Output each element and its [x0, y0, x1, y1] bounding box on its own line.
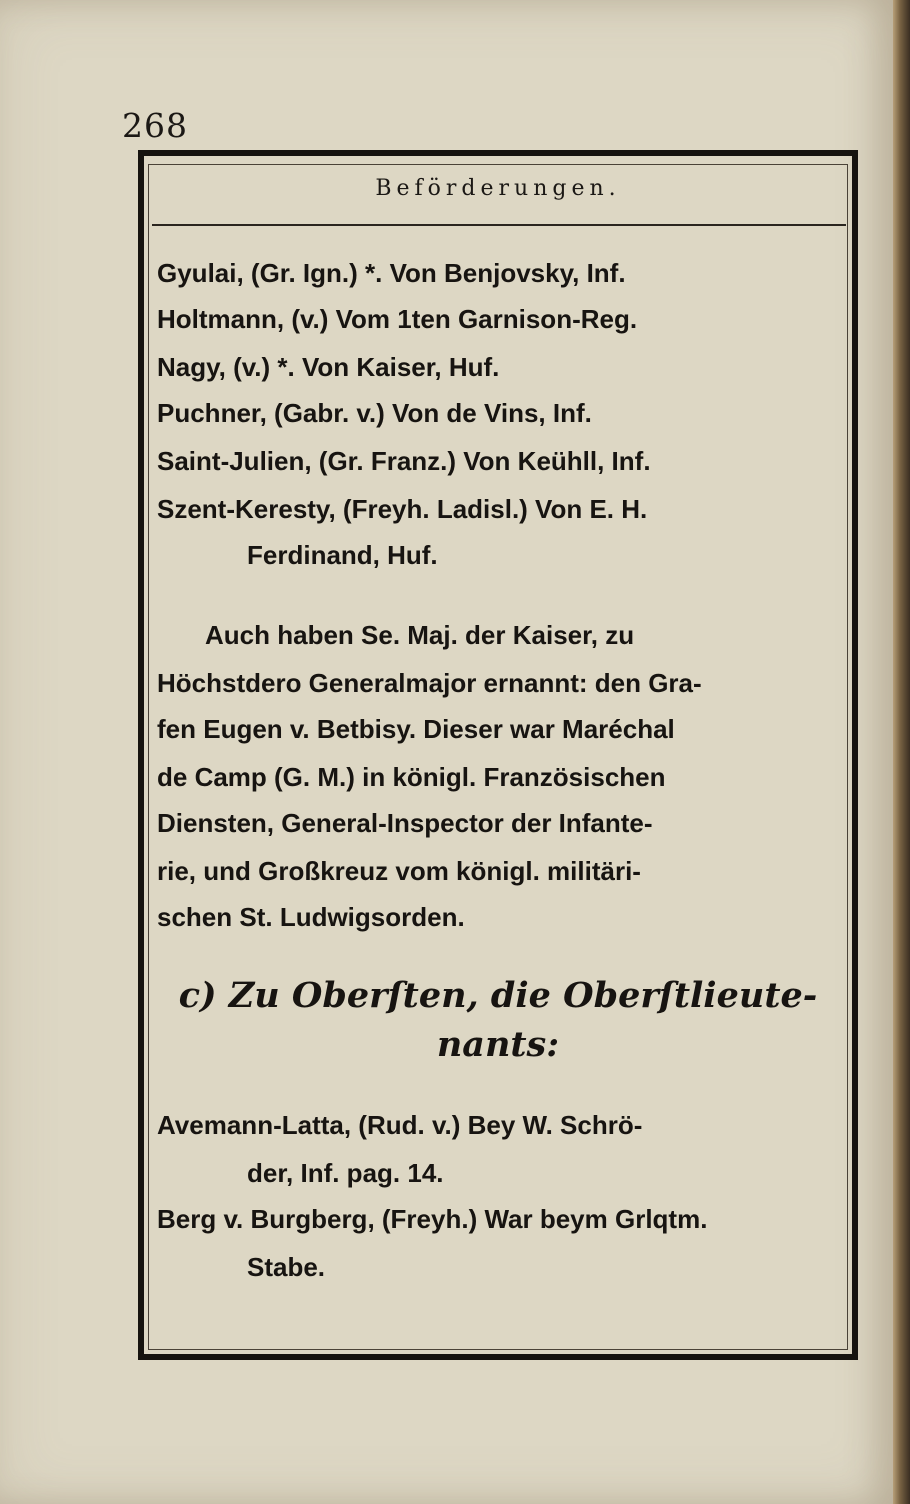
promotion-entry: Gyulai, (Gr. Ign.) *. Von Benjovsky, Inf. — [157, 258, 626, 288]
page-number: 268 — [122, 106, 188, 145]
section-heading-continuation: nants: — [436, 1024, 560, 1065]
paragraph-line: fen Eugen v. Betbisy. Dieser war Maréchal — [157, 714, 675, 744]
promotion-entry: Nagy, (v.) *. Von Kaiser, Huf. — [157, 352, 500, 382]
promotion-entry: Avemann-Latta, (Rud. v.) Bey W. Schrö- — [157, 1110, 643, 1140]
paragraph-line: Höchstdero Generalmajor ernannt: den Gra- — [157, 668, 702, 698]
promotion-entry-continuation: Stabe. — [247, 1252, 326, 1282]
paragraph-line: rie, und Großkreuz vom königl. militäri- — [157, 856, 641, 886]
paragraph-line: de Camp (G. M.) in königl. Französischen — [157, 762, 666, 792]
paragraph-line: Diensten, General-Inspector der Infante- — [157, 808, 653, 838]
promotion-entry: Holtmann, (v.) Vom 1ten Garnison-Reg. — [157, 304, 638, 334]
promotion-entry: Berg v. Burgberg, (Freyh.) War beym Grlqtm. — [157, 1204, 708, 1234]
header-divider — [152, 224, 846, 226]
running-header: Beförderungen. — [375, 176, 621, 201]
page-edge — [893, 0, 910, 1504]
promotion-entry: Saint-Julien, (Gr. Franz.) Von Keühll, Inf. — [157, 446, 651, 476]
paragraph-line: Auch haben Se. Maj. der Kaiser, zu — [205, 620, 635, 650]
promotion-entry-continuation: Ferdinand, Huf. — [247, 540, 438, 570]
paragraph-line: schen St. Ludwigsorden. — [157, 902, 465, 932]
section-heading: c) Zu Oberſten, die Oberſtlieute- — [178, 975, 818, 1016]
promotion-entry-continuation: der, Inf. pag. 14. — [247, 1158, 444, 1188]
promotion-entry: Szent-Keresty, (Freyh. Ladisl.) Von E. H. — [157, 494, 648, 524]
promotion-entry: Puchner, (Gabr. v.) Von de Vins, Inf. — [157, 398, 592, 428]
